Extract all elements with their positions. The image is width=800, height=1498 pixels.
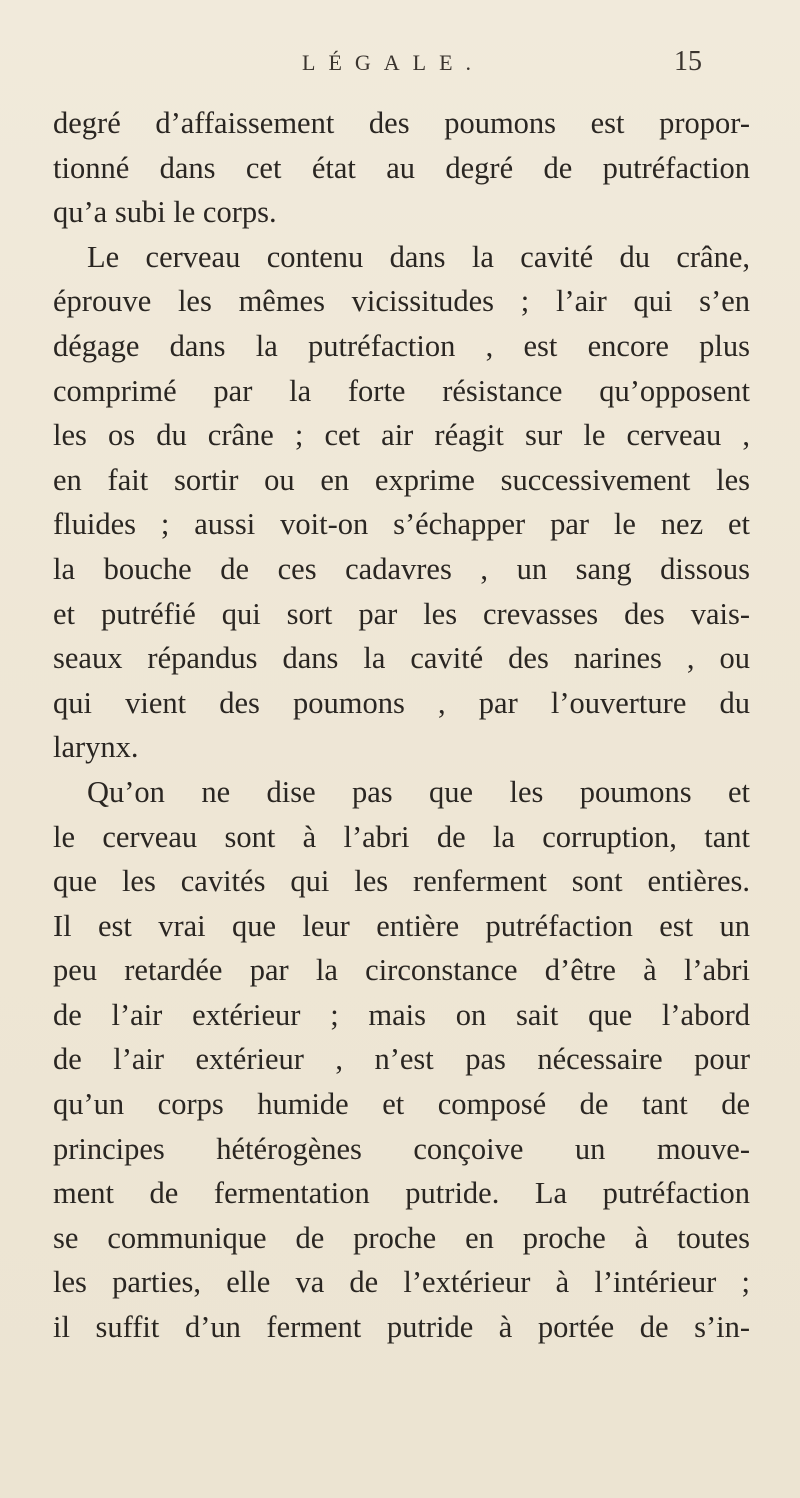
text-line: il suffit d’un ferment putride à portée de s’in- — [53, 1310, 750, 1345]
running-head: LÉGALE. — [302, 50, 485, 75]
text-line: degré d’affaissement des poumons est propor- — [53, 106, 750, 140]
text-line: se communique de proche en proche à toutes — [53, 1220, 750, 1255]
text-line: Qu’on ne dise pas que les poumons et — [87, 774, 750, 809]
text-line: les parties, elle va de l’extérieur à l’intérieur ; — [53, 1265, 750, 1300]
text-line: qu’un corps humide et composé de tant de — [53, 1087, 750, 1122]
text-line: que les cavités qui les renferment sont entières. — [53, 864, 750, 899]
text-line: Le cerveau contenu dans la cavité du crâne, — [87, 239, 750, 274]
text-line: comprimé par la forte résistance qu’opposent — [53, 373, 750, 408]
text-line: dégage dans la putréfaction , est encore plus — [53, 328, 750, 363]
text-line: la bouche de ces cadavres , un sang dissous — [53, 551, 750, 586]
text-line: seaux répandus dans la cavité des narines , ou — [53, 641, 750, 676]
text-line: le cerveau sont à l’abri de la corruption, tant — [53, 819, 750, 854]
text-line: et putréfié qui sort par les crevasses des vais- — [53, 596, 750, 631]
body-text — [53, 101, 750, 1350]
text-line: éprouve les mêmes vicissitudes ; l’air qui s’en — [53, 284, 750, 319]
text-line: tionné dans cet état au degré de putréfaction — [53, 150, 750, 185]
text-line: en fait sortir ou en exprime successivement les — [53, 462, 750, 497]
page-number: 15 — [674, 46, 702, 77]
text-line: principes hétérogènes conçoive un mouve- — [53, 1131, 750, 1166]
text-line: de l’air extérieur , n’est pas nécessaire pour — [53, 1042, 750, 1077]
text-line: fluides ; aussi voit-on s’échapper par le nez et — [53, 507, 750, 542]
text-line: de l’air extérieur ; mais on sait que l’abord — [53, 997, 750, 1032]
page-header — [0, 46, 800, 90]
text-line: larynx. — [53, 730, 139, 765]
text-line: Il est vrai que leur entière putréfaction est un — [53, 908, 750, 943]
text-line: les os du crâne ; cet air réagit sur le cerveau , — [53, 418, 750, 453]
text-line: peu retardée par la circonstance d’être à l’abri — [53, 953, 750, 988]
text-line: qu’a subi le corps. — [53, 195, 277, 230]
text-line: qui vient des poumons , par l’ouverture du — [53, 685, 750, 720]
text-line: ment de fermentation putride. La putréfaction — [53, 1176, 750, 1211]
